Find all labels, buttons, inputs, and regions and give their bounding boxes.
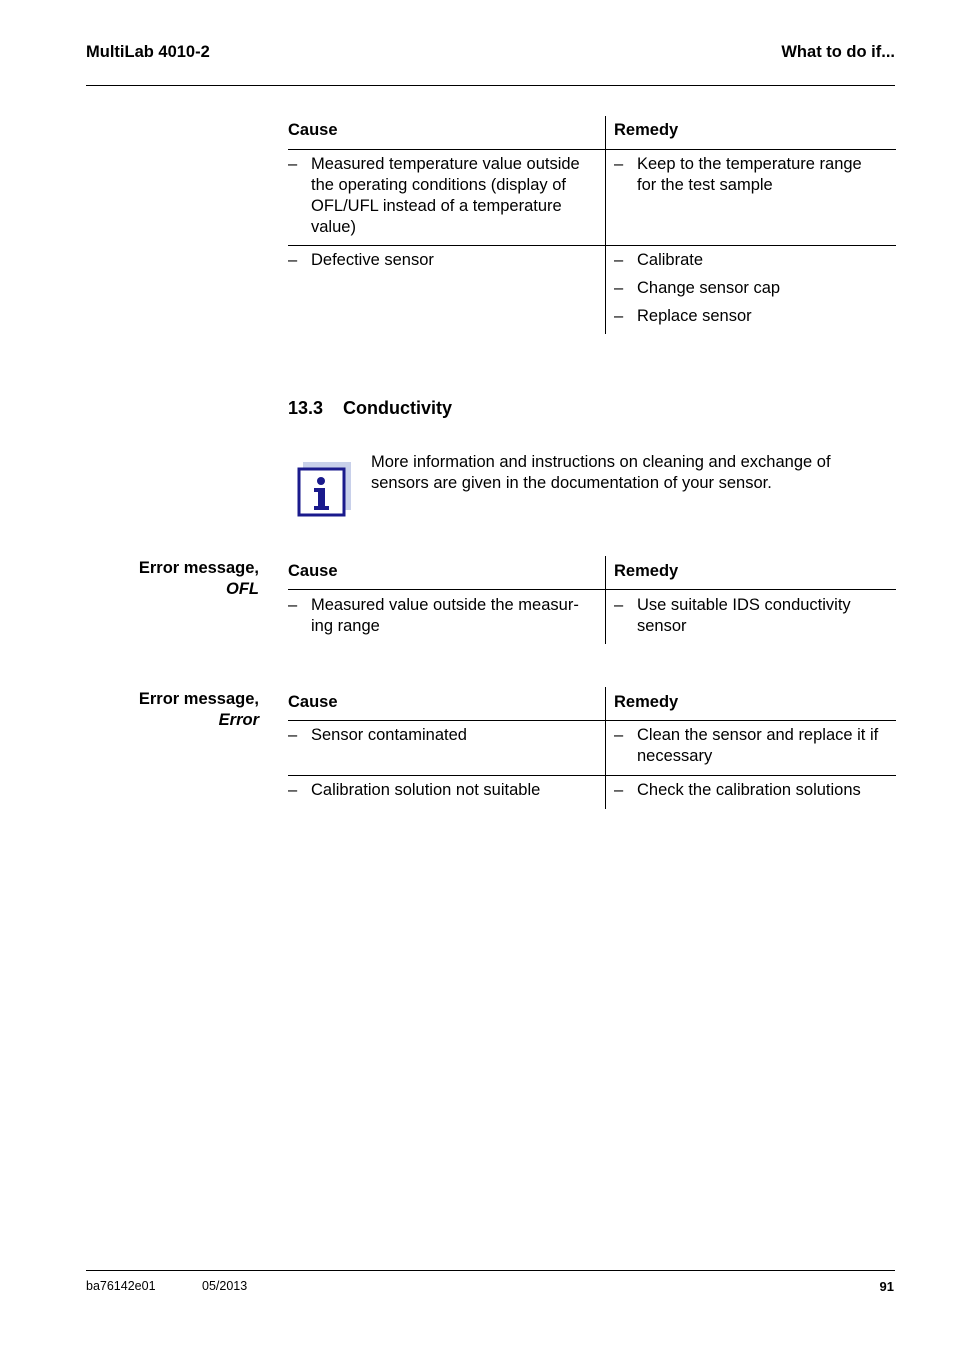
error-label-error [139,689,259,731]
page-number: 91 [879,1279,894,1294]
header-divider [288,589,896,590]
error-label-text: Error message, [138,690,259,708]
list-item: – Sensor contaminated [288,726,467,744]
table-row-remedy [614,595,884,637]
list-item: – Clean the sensor and replace it if necessary [614,726,879,765]
header-rule [86,85,895,86]
list-item: – Check the calibration solutions [614,781,861,799]
section-heading [288,398,452,419]
list-item: – Keep to the temperature range for the test sample [614,155,862,194]
list-item: – Use suitable IDS conductivity sensor [614,596,851,635]
table-error [288,687,896,809]
table-row-cause [288,725,595,746]
section-title: Conductivity [343,398,453,418]
error-label-code: Error [218,711,259,729]
list-item: – Calibration solution not suitable [288,781,541,799]
info-text: More information and instructions on cleaning and exchange of sensors are given in the documentation of your sensor. [371,453,831,492]
footer-doc-id: ba76142e01 [86,1279,156,1293]
error-label-code: OFL [226,580,259,598]
table-temperature [288,116,896,334]
header-divider [288,720,896,721]
list-item: – Replace sensor [614,307,752,325]
header-title: MultiLab 4010-2 [86,43,210,61]
list-item: – Measured value outside the measur-ing range [288,596,579,635]
header-chapter: What to do if... [781,43,895,61]
error-label-text: Error message, [138,559,259,577]
footer-rule [86,1270,895,1271]
table-row-remedy [614,780,894,801]
col-cause-header: Cause [288,562,338,580]
error-label-ofl [139,558,259,600]
row-divider [288,775,896,776]
table-row-cause [288,595,595,637]
table-row-remedy [614,725,884,767]
col-remedy-header: Remedy [614,693,679,711]
info-icon [297,462,353,518]
row-divider [288,245,896,246]
col-remedy-header: Remedy [614,562,679,580]
table-row-cause [288,154,595,238]
list-item: – Calibrate [614,251,704,269]
table-ofl [288,556,896,644]
table-row-cause [288,780,595,801]
footer-date: 05/2013 [202,1279,248,1293]
list-item: – Measured temperature value outside the operating conditions (display of OFL/UFL instead of a temperature value) [288,155,580,236]
table-row-remedy [614,250,884,327]
column-divider [605,687,606,809]
list-item: – Defective sensor [288,251,434,269]
list-item: – Change sensor cap [614,279,781,297]
col-cause-header: Cause [288,121,338,139]
table-row-cause [288,250,595,271]
column-divider [605,556,606,644]
col-remedy-header: Remedy [614,121,679,139]
table-row-remedy [614,154,884,196]
section-number: 13.3 [288,398,324,418]
header-divider [288,149,896,150]
col-cause-header: Cause [288,693,338,711]
